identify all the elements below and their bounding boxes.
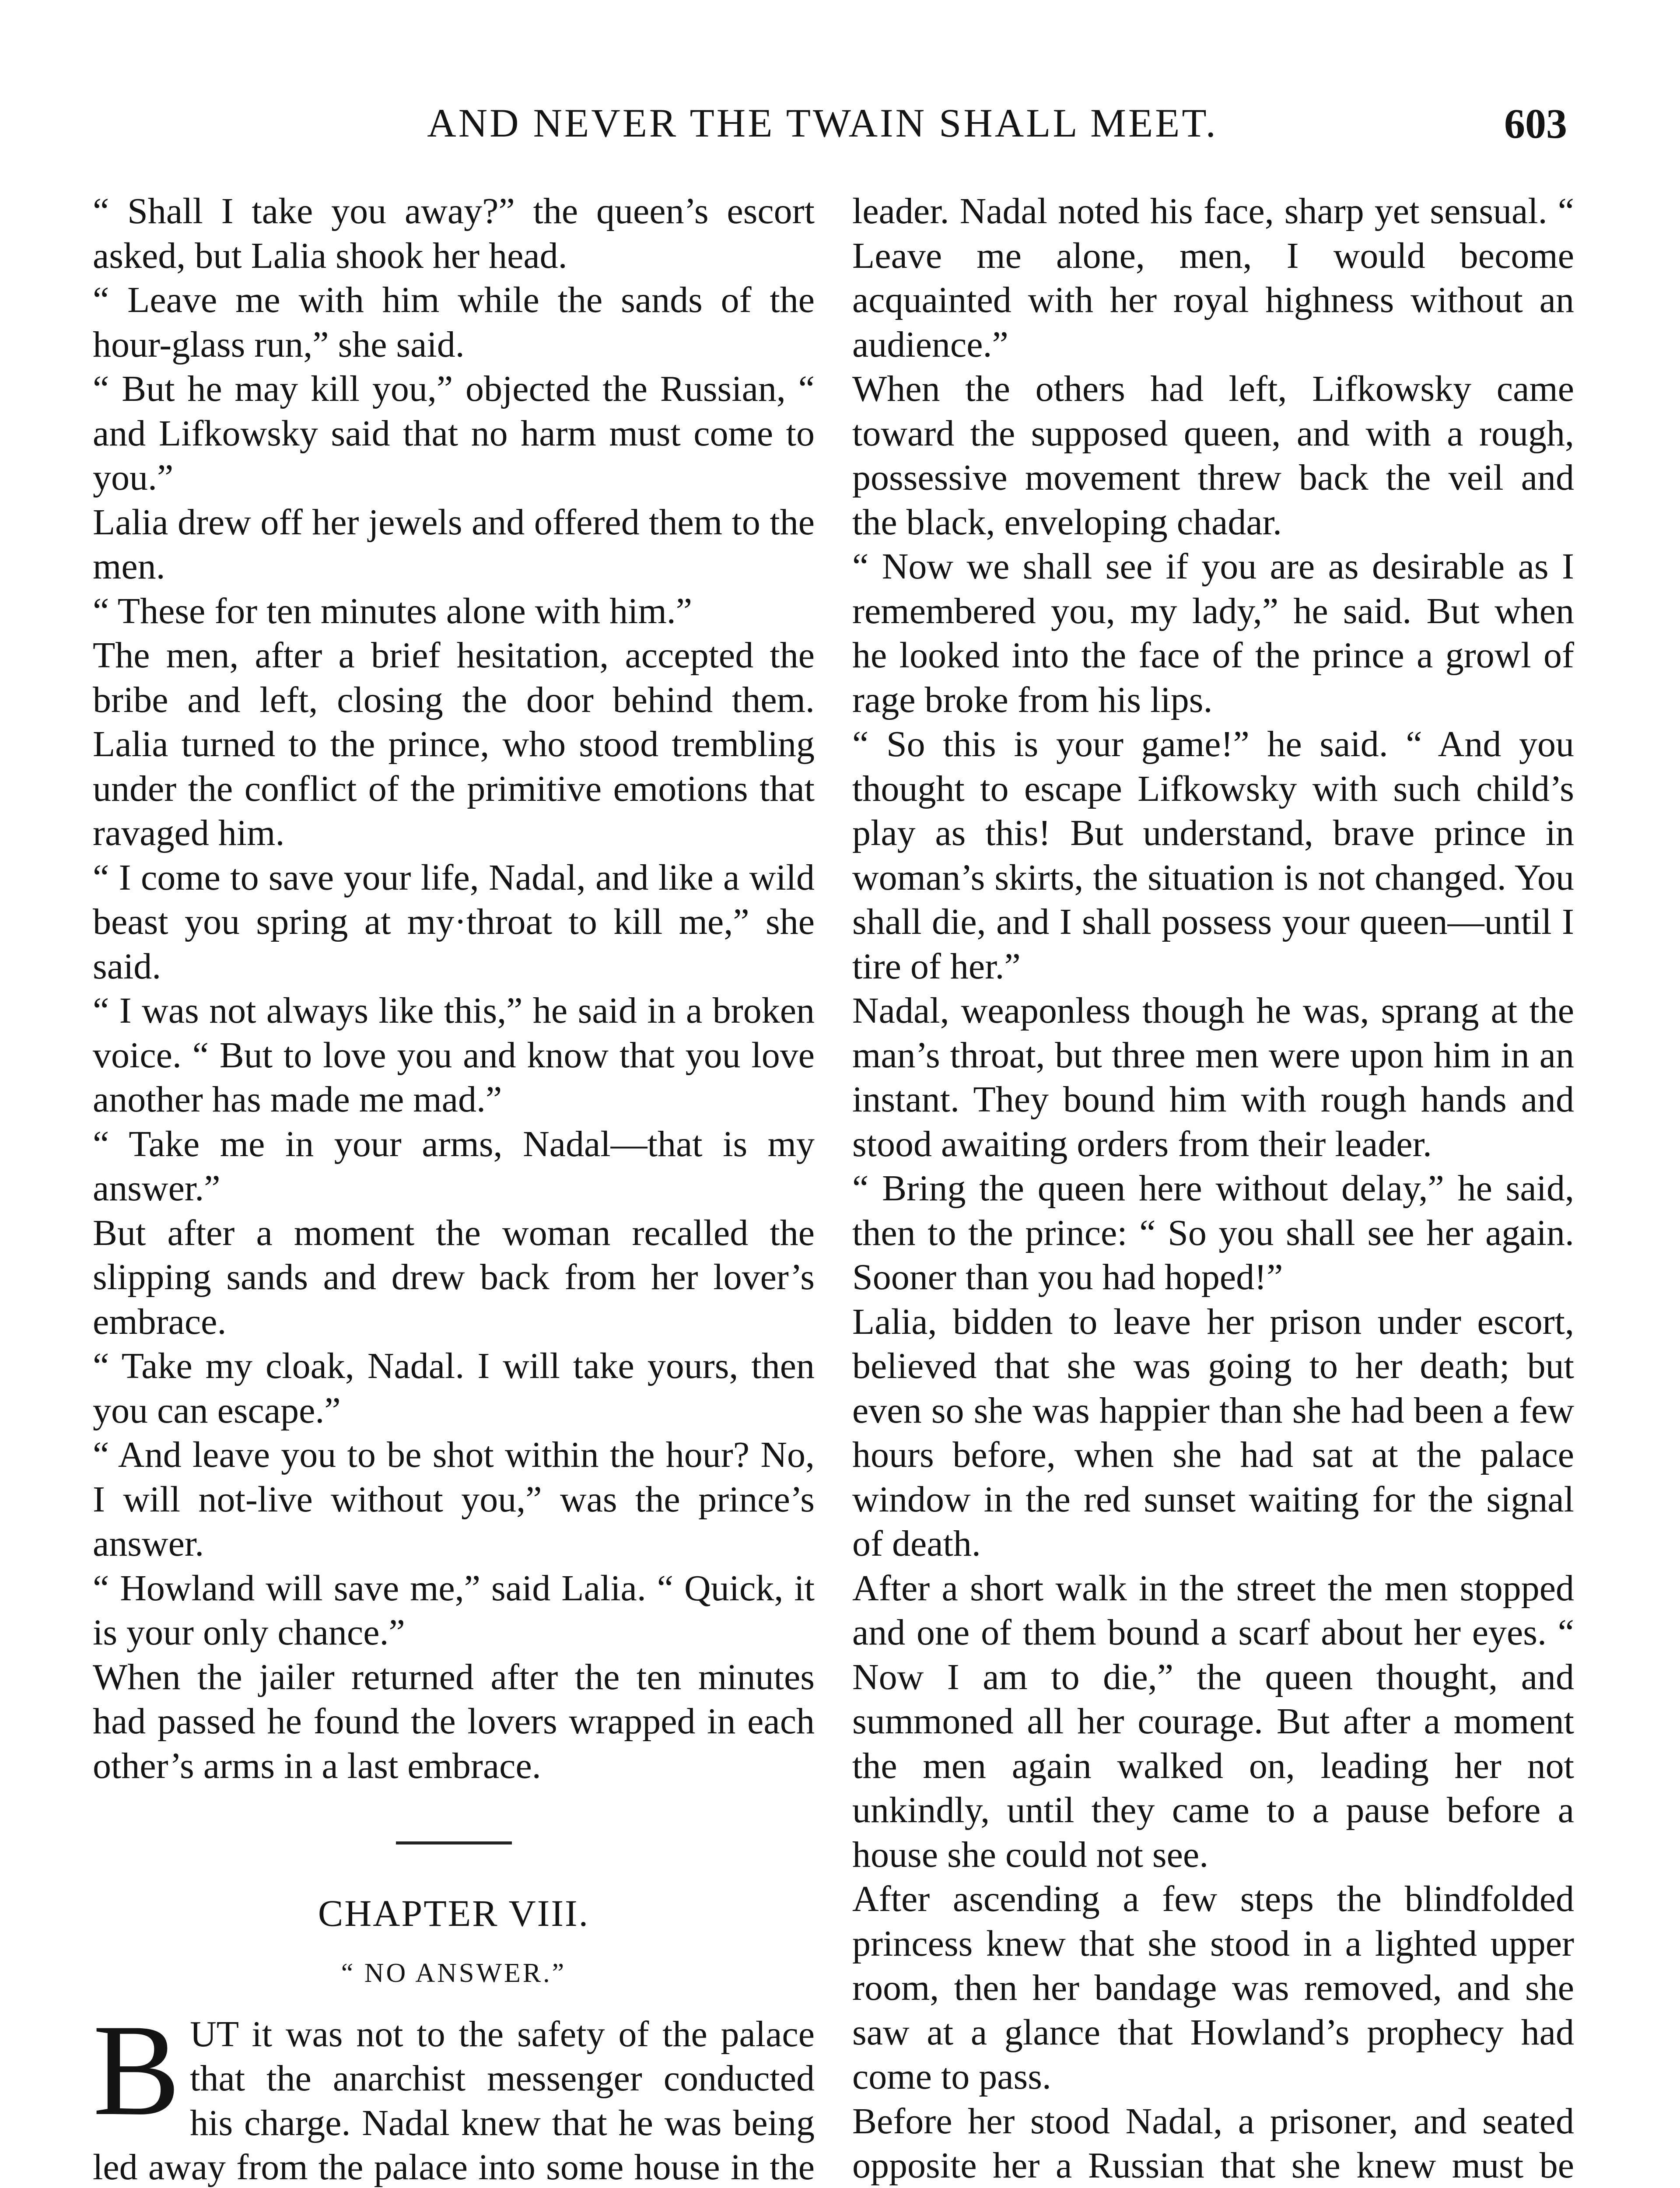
paragraph: “ Bring the queen here without delay,” he said, then to the prince: “ So you shall see her again. Sooner than you had hoped!” [852,1168,1574,1297]
paragraph: “ Shall I take you away?” the queen’s escort asked, but Lalia shook her head. [93,191,815,276]
opening-text: UT it was not to the safety of the palace that the anarchist messenger conducted his charge. Nadal knew that he was being led away from the palace into some house in the [93,2013,815,2188]
paragraph: “ And leave you to be shot within the hour? No, I will not-live without you,” was the prince’s answer. [93,1434,815,1564]
paragraph: leader. Nadal noted his face, sharp yet sensual. “ Leave me alone, men, I would become acquainted with her royal highness without an audience.” [852,191,1574,365]
right-column [852,189,1574,2188]
paragraph: “ Take my cloak, Nadal. I will take yours, then you can escape.” [93,1346,815,1431]
paragraph: “ I was not always like this,” he said in a broken voice. “ But to love you and know that you love another has made me mad.” [93,990,815,1120]
paragraph: “ Leave me with him while the sands of the hour-glass run,” she said. [93,280,815,365]
chapter-opening-paragraph [93,1997,815,2188]
paragraph: “ I come to save your life, Nadal, and like a wild beast you spring at my·throat to kill me,” she said. [93,857,815,987]
chapter-title: CHAPTER VIII. [318,1892,590,1934]
paragraph: Lalia, bidden to leave her prison under escort, believed that she was going to her death; but even so she was happier than she had been a few hours before, when she had sat at the palace window in the red sunset waiting for the signal of death. [852,1301,1574,1564]
drop-cap: B [93,1997,181,2142]
paragraph: Nadal, weaponless though he was, sprang at the man’s throat, but three men were upon him in an instant. They bound him with rough hands and stood awaiting orders from their leader. [852,990,1574,1164]
paragraph: After a short walk in the street the men stopped and one of them bound a scarf about her eyes. “ Now I am to die,” the queen thought, and summoned all her courage. But after a moment the men again walked on, leading her not unkindly, until they came to a pause before a house she could not see. [852,1567,1574,1875]
section-divider [396,1841,512,1844]
paragraph: “ Howland will save me,” said Lalia. “ Quick, it is your only chance.” [93,1567,815,1653]
paragraph: “ So this is your game!” he said. “ And you thought to escape Lifkowsky with such child’s play as this! But understand, brave prince in woman’s skirts, the situation is not changed. You shall die, and I shall possess your queen—until I tire of her.” [852,724,1574,987]
paragraph: But after a moment the woman recalled the slipping sands and drew back from her lover’s embrace. [93,1212,815,1342]
paragraph: Lalia drew off her jewels and offered them to the men. [93,501,815,587]
chapter-subtitle: “ NO ANSWER.” [341,1958,567,1988]
paragraph: “ But he may kill you,” objected the Russian, “ and Lifkowsky said that no harm must come to you.” [93,368,815,498]
paragraph: When the jailer returned after the ten minutes had passed he found the lovers wrapped in each other’s arms in a last embrace. [93,1656,815,1786]
running-title: AND NEVER THE TWAIN SHALL MEET. [427,101,1218,145]
page-number: 603 [1504,100,1567,147]
paragraph: “ Now we shall see if you are as desirable as I remembered you, my lady,” he said. But when he looked into the face of the prince a growl of rage broke from his lips. [852,546,1574,720]
paragraph: Before her stood Nadal, a prisoner, and seated opposite her a Russian that she knew must be [852,2100,1574,2186]
paragraph: “ These for ten minutes alone with him.” [93,590,693,631]
paragraph: When the others had left, Lifkowsky came toward the supposed queen, and with a rough, possessive movement threw back the veil and the black, enveloping chadar. [852,368,1574,543]
left-column [93,189,815,2188]
paragraph: After ascending a few steps the blindfolded princess knew that she stood in a lighted upper room, then her bandage was removed, and she saw at a glance that Howland’s prophecy had come to pass. [852,1879,1574,2097]
paragraph: The men, after a brief hesitation, accepted the bribe and left, closing the door behind them. Lalia turned to the prince, who stood trembling under the conflict of the primitive emotions that ravaged him. [93,635,815,853]
paragraph: “ Take me in your arms, Nadal—that is my answer.” [93,1123,815,1209]
